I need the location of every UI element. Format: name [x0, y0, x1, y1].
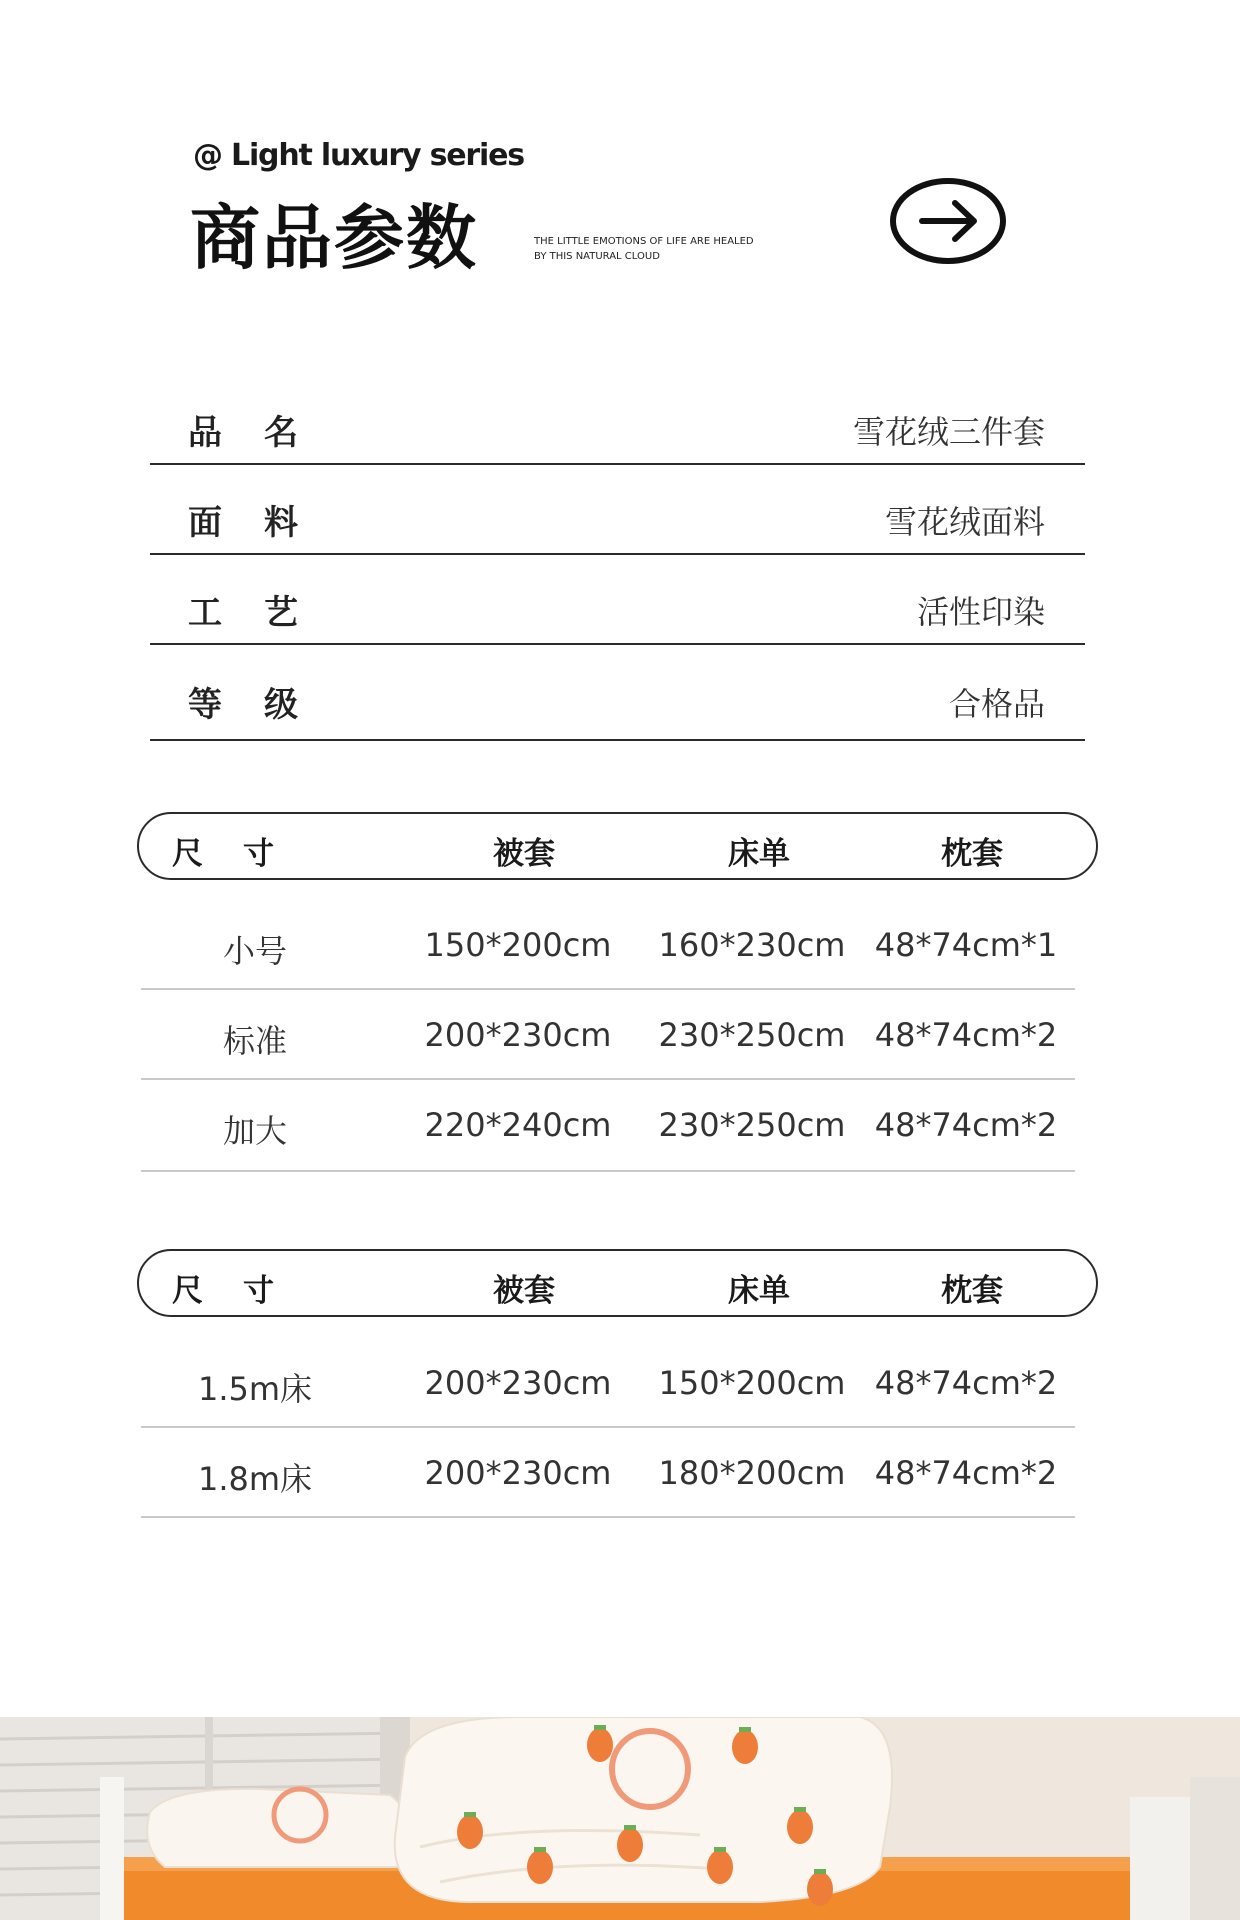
- tagline-line-1: THE LITTLE EMOTIONS OF LIFE ARE HEALED: [534, 236, 754, 247]
- header-sheet: 床单: [728, 1273, 790, 1309]
- cell-size: 1.8m床: [197, 1460, 313, 1498]
- tagline-line-2: BY THIS NATURAL CLOUD: [534, 251, 660, 262]
- arrow-right-circle-icon[interactable]: [889, 176, 1007, 266]
- param-value: 活性印染: [916, 593, 1045, 631]
- size-table-1-header: [137, 812, 1098, 880]
- cell-duvet: 200*230cm: [424, 1016, 612, 1054]
- param-label: 面料: [188, 503, 340, 543]
- header-duvet: 被套: [493, 1273, 555, 1309]
- page-title: 商品参数: [190, 197, 478, 279]
- param-row-fabric: [150, 463, 1085, 555]
- cell-sheet: 230*250cm: [658, 1106, 846, 1144]
- cell-duvet: 200*230cm: [424, 1454, 612, 1492]
- param-value: 合格品: [948, 685, 1045, 723]
- param-label: 工艺: [188, 593, 340, 633]
- cell-duvet: 200*230cm: [424, 1364, 612, 1402]
- cell-sheet: 160*230cm: [658, 926, 846, 964]
- series-label: @ Light luxury series: [193, 138, 524, 173]
- cell-size: 标准: [222, 1022, 288, 1060]
- param-row-name: [150, 373, 1085, 465]
- table-row: [141, 1428, 1075, 1518]
- cell-size: 小号: [222, 932, 288, 970]
- param-value: 雪花绒面料: [884, 503, 1045, 541]
- cell-sheet: 150*200cm: [658, 1364, 846, 1402]
- param-value: 雪花绒三件套: [852, 413, 1045, 451]
- cell-pillowcase: 48*74cm*2: [874, 1364, 1058, 1402]
- product-photo: [0, 1717, 1240, 1920]
- header-sheet: 床单: [728, 836, 790, 872]
- table-row: [141, 1338, 1075, 1428]
- header-pillowcase: 枕套: [941, 1273, 1003, 1309]
- cell-duvet: 150*200cm: [424, 926, 612, 964]
- cell-duvet: 220*240cm: [424, 1106, 612, 1144]
- header-size: 尺寸: [172, 1273, 314, 1309]
- param-row-grade: [150, 645, 1085, 741]
- tagline: [534, 234, 754, 264]
- cell-size: 1.5m床: [197, 1370, 313, 1408]
- cell-pillowcase: 48*74cm*2: [874, 1106, 1058, 1144]
- header-pillowcase: 枕套: [941, 836, 1003, 872]
- size-table-2-header: [137, 1249, 1098, 1317]
- header-duvet: 被套: [493, 836, 555, 872]
- cell-pillowcase: 48*74cm*2: [874, 1454, 1058, 1492]
- table-row: [141, 1080, 1075, 1172]
- cell-pillowcase: 48*74cm*1: [874, 926, 1058, 964]
- param-label: 等级: [188, 685, 340, 725]
- table-row: [141, 900, 1075, 990]
- table-row: [141, 990, 1075, 1080]
- header-size: 尺寸: [172, 836, 314, 872]
- cell-pillowcase: 48*74cm*2: [874, 1016, 1058, 1054]
- param-label: 品名: [188, 413, 340, 453]
- param-row-craft: [150, 553, 1085, 645]
- bedding-illustration: [0, 1717, 1240, 1920]
- cell-size: 加大: [222, 1112, 288, 1150]
- cell-sheet: 230*250cm: [658, 1016, 846, 1054]
- cell-sheet: 180*200cm: [658, 1454, 846, 1492]
